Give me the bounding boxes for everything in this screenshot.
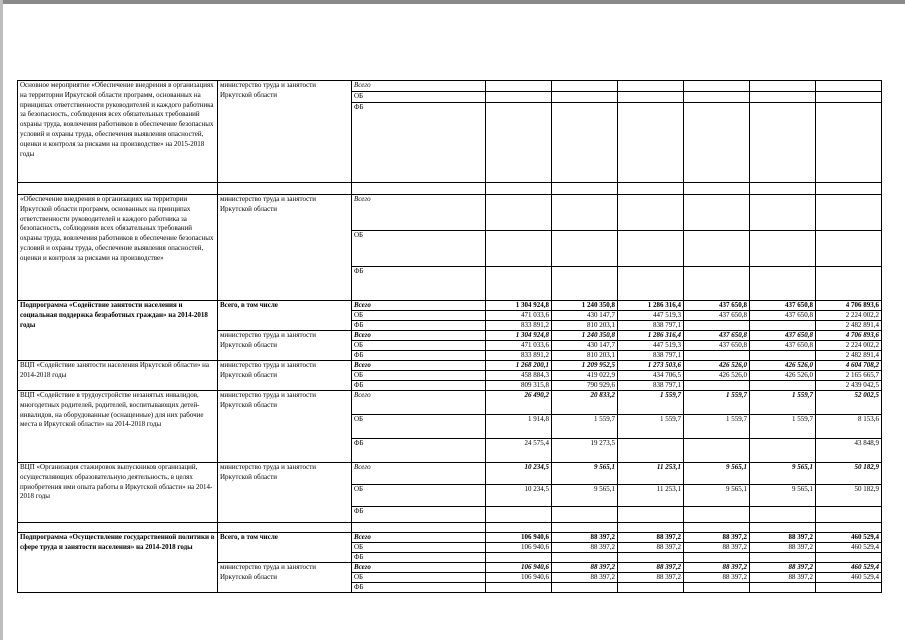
value-cell: 437 650,8 bbox=[750, 301, 816, 311]
row-description: «Обеспечение внедрения в организациях на территории Иркутской области программ, основанных на принципах ответственности руководителей и каждого работника за безопасность, соблюдения всех обязательных требований охраны труда, вовлечения работников в обеспечение безопасных условий и охраны труда, обеспечение выявления опасностей, оценки и контроля за рисками на производстве» bbox=[18, 195, 218, 301]
value-cell: 1 559,7 bbox=[684, 415, 750, 439]
source-label: ОБ bbox=[352, 543, 486, 553]
value-cell: 434 706,5 bbox=[618, 371, 684, 381]
value-cell bbox=[750, 553, 816, 563]
value-cell: 810 203,1 bbox=[552, 321, 618, 331]
source-label: ОБ bbox=[352, 573, 486, 583]
subprogram-title: Подпрограмма «Осуществление государственной политики в сфере труда и занятости населения» на 2014-2018 годы bbox=[18, 533, 218, 593]
value-cell bbox=[618, 439, 684, 463]
value-cell bbox=[618, 507, 684, 523]
value-cell bbox=[618, 553, 684, 563]
value-cell: 4 604 708,2 bbox=[816, 361, 882, 371]
value-cell: 810 203,1 bbox=[552, 351, 618, 361]
source-label: ФБ bbox=[352, 583, 486, 593]
value-cell: 471 033,6 bbox=[486, 341, 552, 351]
value-cell: 2 482 891,4 bbox=[816, 351, 882, 361]
source-label: Всего bbox=[352, 463, 486, 485]
source-label: Всего bbox=[352, 195, 486, 231]
value-cell: 9 565,1 bbox=[684, 463, 750, 485]
value-cell: 437 650,8 bbox=[684, 341, 750, 351]
value-cell: 426 526,0 bbox=[684, 371, 750, 381]
value-cell: 426 526,0 bbox=[684, 361, 750, 371]
value-cell bbox=[552, 583, 618, 593]
source-label: ФБ bbox=[352, 439, 486, 463]
row-description: ВЦП «Содействие занятости населения Иркутской области» на 2014-2018 годы bbox=[18, 361, 218, 391]
value-cell: 88 397,2 bbox=[618, 573, 684, 583]
row-executor: министерство труда и занятости Иркутской области bbox=[218, 391, 352, 463]
source-label: ФБ bbox=[352, 553, 486, 563]
value-cell: 88 397,2 bbox=[552, 533, 618, 543]
value-cell bbox=[486, 583, 552, 593]
value-cell: 88 397,2 bbox=[750, 533, 816, 543]
value-cell: 1 304 924,8 bbox=[486, 301, 552, 311]
value-cell bbox=[684, 381, 750, 391]
value-cell: 460 529,4 bbox=[816, 543, 882, 553]
value-cell: 1 273 503,6 bbox=[618, 361, 684, 371]
value-cell: 106 940,6 bbox=[486, 533, 552, 543]
value-cell: 447 519,3 bbox=[618, 341, 684, 351]
source-label: Всего bbox=[352, 533, 486, 543]
source-label: ОБ bbox=[352, 311, 486, 321]
value-cell: 26 490,2 bbox=[486, 391, 552, 415]
table-row bbox=[18, 183, 882, 195]
value-cell: 20 833,2 bbox=[552, 391, 618, 415]
value-cell: 1 559,7 bbox=[684, 391, 750, 415]
value-cell bbox=[816, 583, 882, 593]
row-executor: министерство труда и занятости Иркутской области bbox=[218, 563, 352, 593]
table-row bbox=[18, 81, 882, 92]
value-cell: 1 304 924,8 bbox=[486, 331, 552, 341]
value-cell: 2 224 002,2 bbox=[816, 311, 882, 321]
value-cell: 88 397,2 bbox=[552, 573, 618, 583]
value-cell: 88 397,2 bbox=[618, 533, 684, 543]
table-row bbox=[18, 301, 882, 311]
value-cell: 1 268 200,1 bbox=[486, 361, 552, 371]
value-cell: 19 273,5 bbox=[552, 439, 618, 463]
value-cell: 790 929,6 bbox=[552, 381, 618, 391]
value-cell: 1 559,7 bbox=[750, 415, 816, 439]
value-cell: 460 529,4 bbox=[816, 563, 882, 573]
value-cell: 447 519,3 bbox=[618, 311, 684, 321]
value-cell: 11 253,1 bbox=[618, 485, 684, 507]
source-label: Всего bbox=[352, 563, 486, 573]
row-executor: Всего, в том числе bbox=[218, 533, 352, 563]
table-row bbox=[18, 391, 882, 415]
value-cell: 458 884,3 bbox=[486, 371, 552, 381]
source-label: Всего bbox=[352, 391, 486, 415]
value-cell: 10 234,5 bbox=[486, 463, 552, 485]
source-label: ОБ bbox=[352, 92, 486, 103]
value-cell: 838 797,1 bbox=[618, 351, 684, 361]
value-cell: 1 286 316,4 bbox=[618, 331, 684, 341]
value-cell: 50 182,9 bbox=[816, 463, 882, 485]
value-cell: 88 397,2 bbox=[684, 533, 750, 543]
table-row bbox=[18, 195, 882, 231]
source-label: ФБ bbox=[352, 103, 486, 183]
value-cell: 9 565,1 bbox=[750, 463, 816, 485]
value-cell: 426 526,0 bbox=[750, 361, 816, 371]
scan-top-edge bbox=[0, 0, 905, 4]
value-cell bbox=[486, 553, 552, 563]
value-cell bbox=[684, 439, 750, 463]
value-cell: 2 482 891,4 bbox=[816, 321, 882, 331]
value-cell: 437 650,8 bbox=[750, 311, 816, 321]
source-label: ОБ bbox=[352, 341, 486, 351]
value-cell: 4 706 893,6 bbox=[816, 331, 882, 341]
value-cell: 833 891,2 bbox=[486, 351, 552, 361]
value-cell: 50 182,9 bbox=[816, 485, 882, 507]
value-cell: 10 234,5 bbox=[486, 485, 552, 507]
value-cell: 419 022,9 bbox=[552, 371, 618, 381]
value-cell bbox=[750, 439, 816, 463]
source-label: ФБ bbox=[352, 351, 486, 361]
value-cell: 2 165 665,7 bbox=[816, 371, 882, 381]
value-cell: 437 650,8 bbox=[750, 341, 816, 351]
source-label: ФБ bbox=[352, 507, 486, 523]
value-cell: 2 224 002,2 bbox=[816, 341, 882, 351]
value-cell bbox=[552, 553, 618, 563]
source-label: ФБ bbox=[352, 267, 486, 301]
value-cell: 460 529,4 bbox=[816, 533, 882, 543]
value-cell: 430 147,7 bbox=[552, 341, 618, 351]
value-cell: 437 650,8 bbox=[684, 301, 750, 311]
row-executor: Всего, в том числе bbox=[218, 301, 352, 331]
value-cell bbox=[684, 583, 750, 593]
value-cell: 11 253,1 bbox=[618, 463, 684, 485]
value-cell: 88 397,2 bbox=[750, 543, 816, 553]
value-cell: 8 153,6 bbox=[816, 415, 882, 439]
row-description: Основное мероприятие «Обеспечение внедрения в организациях на территории Иркутской области программ, основанных на принципах ответственности руководителей и каждого работника за безопасность, соблюдения всех обязательных требований охраны труда, вовлечения работников в обеспечение безопасных условий и охраны труда, обеспечения выявления опасностей, оценки и контроля за рисками на производстве» на 2015-2018 годы bbox=[18, 81, 218, 183]
value-cell: 4 706 893,6 bbox=[816, 301, 882, 311]
row-description: ВЦП «Организация стажировок выпускников организаций, осуществляющих образовательную деятельность, в целях приобретения ими опыта работы в Иркутской области» на 2014-2018 годы bbox=[18, 463, 218, 523]
value-cell: 1 209 952,5 bbox=[552, 361, 618, 371]
row-executor: министерство труда и занятости Иркутской области bbox=[218, 81, 352, 183]
value-cell: 426 526,0 bbox=[750, 371, 816, 381]
value-cell bbox=[750, 507, 816, 523]
value-cell: 1 240 350,8 bbox=[552, 331, 618, 341]
value-cell: 106 940,6 bbox=[486, 543, 552, 553]
value-cell: 9 565,1 bbox=[684, 485, 750, 507]
value-cell: 437 650,8 bbox=[684, 331, 750, 341]
value-cell bbox=[750, 351, 816, 361]
source-label: Всего bbox=[352, 331, 486, 341]
value-cell: 838 797,1 bbox=[618, 381, 684, 391]
value-cell: 9 565,1 bbox=[552, 485, 618, 507]
value-cell: 437 650,8 bbox=[750, 331, 816, 341]
source-label: ФБ bbox=[352, 381, 486, 391]
source-label: ОБ bbox=[352, 231, 486, 267]
value-cell: 24 575,4 bbox=[486, 439, 552, 463]
value-cell: 1 286 316,4 bbox=[618, 301, 684, 311]
value-cell: 1 914,8 bbox=[486, 415, 552, 439]
source-label: Всего bbox=[352, 361, 486, 371]
value-cell: 437 650,8 bbox=[684, 311, 750, 321]
subprogram-title: Подпрограмма «Содействие занятости населения и социальная поддержка безработных граждан» на 2014-2018 годы bbox=[18, 301, 218, 361]
value-cell bbox=[684, 351, 750, 361]
row-executor: министерство труда и занятости Иркутской области bbox=[218, 463, 352, 523]
value-cell: 809 315,8 bbox=[486, 381, 552, 391]
value-cell bbox=[816, 553, 882, 563]
value-cell bbox=[684, 321, 750, 331]
value-cell bbox=[552, 507, 618, 523]
value-cell: 88 397,2 bbox=[750, 573, 816, 583]
value-cell: 9 565,1 bbox=[552, 463, 618, 485]
value-cell: 460 529,4 bbox=[816, 573, 882, 583]
source-label: ОБ bbox=[352, 415, 486, 439]
value-cell bbox=[750, 381, 816, 391]
row-executor: министерство труда и занятости Иркутской области bbox=[218, 195, 352, 301]
value-cell: 88 397,2 bbox=[750, 563, 816, 573]
value-cell bbox=[816, 507, 882, 523]
table-row bbox=[18, 463, 882, 485]
source-label: ОБ bbox=[352, 371, 486, 381]
value-cell: 1 559,7 bbox=[552, 415, 618, 439]
value-cell bbox=[486, 507, 552, 523]
value-cell: 1 559,7 bbox=[618, 415, 684, 439]
table-row bbox=[18, 361, 882, 371]
value-cell: 88 397,2 bbox=[684, 563, 750, 573]
value-cell: 471 033,6 bbox=[486, 311, 552, 321]
scan-left-edge bbox=[0, 0, 3, 640]
budget-table bbox=[17, 80, 882, 593]
value-cell: 88 397,2 bbox=[684, 573, 750, 583]
value-cell bbox=[750, 583, 816, 593]
table-row bbox=[18, 533, 882, 543]
value-cell bbox=[684, 507, 750, 523]
value-cell: 2 439 042,5 bbox=[816, 381, 882, 391]
value-cell: 106 940,6 bbox=[486, 573, 552, 583]
value-cell: 9 565,1 bbox=[750, 485, 816, 507]
value-cell: 88 397,2 bbox=[684, 543, 750, 553]
value-cell: 52 002,5 bbox=[816, 391, 882, 415]
table-row bbox=[18, 523, 882, 533]
value-cell: 1 559,7 bbox=[750, 391, 816, 415]
value-cell: 88 397,2 bbox=[618, 563, 684, 573]
row-executor: министерство труда и занятости Иркутской области bbox=[218, 331, 352, 361]
value-cell: 430 147,7 bbox=[552, 311, 618, 321]
value-cell bbox=[684, 553, 750, 563]
value-cell: 833 891,2 bbox=[486, 321, 552, 331]
value-cell: 106 940,6 bbox=[486, 563, 552, 573]
value-cell: 88 397,2 bbox=[552, 563, 618, 573]
source-label: ФБ bbox=[352, 321, 486, 331]
value-cell: 43 848,9 bbox=[816, 439, 882, 463]
row-executor: министерство труда и занятости Иркутской области bbox=[218, 361, 352, 391]
source-label: Всего bbox=[352, 81, 486, 92]
value-cell bbox=[618, 583, 684, 593]
source-label: ОБ bbox=[352, 485, 486, 507]
value-cell bbox=[750, 321, 816, 331]
value-cell: 1 240 350,8 bbox=[552, 301, 618, 311]
source-label: Всего bbox=[352, 301, 486, 311]
value-cell: 88 397,2 bbox=[618, 543, 684, 553]
row-description: ВЦП «Содействие в трудоустройстве незанятых инвалидов, многодетных родителей, родителей, воспитывающих детей-инвалидов, на оборудованные (оснащенные) для них рабочие места в Иркутской области» на 2014-2018 годы bbox=[18, 391, 218, 463]
value-cell: 88 397,2 bbox=[552, 543, 618, 553]
value-cell: 838 797,1 bbox=[618, 321, 684, 331]
value-cell: 1 559,7 bbox=[618, 391, 684, 415]
